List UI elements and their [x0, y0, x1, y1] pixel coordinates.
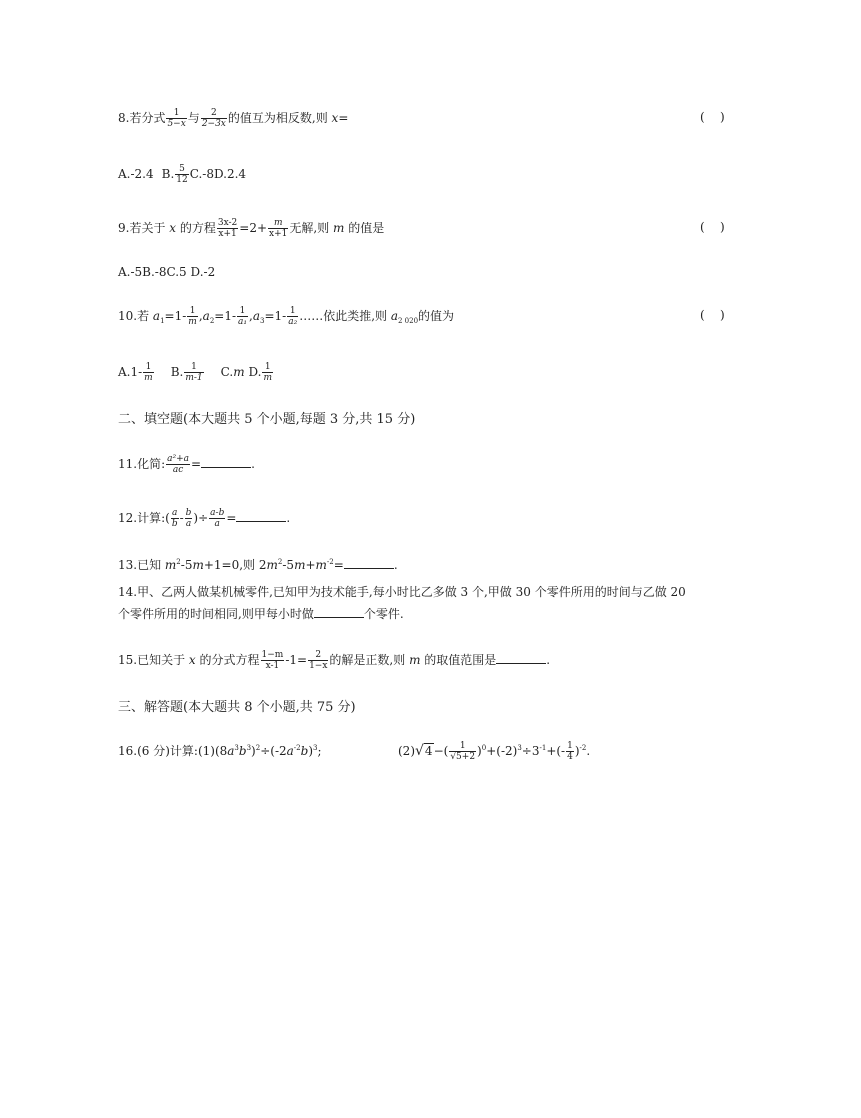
q12-f1-num: a [172, 508, 178, 518]
q8-opt-b-num: 5 [175, 164, 188, 175]
q10-a2-den: a₁ [238, 317, 248, 327]
q15-f1-num: 1−m [261, 650, 284, 660]
q16-b-sup: 3 [246, 744, 252, 752]
q9-suffix: 无解,则 [289, 221, 334, 235]
q10-a3-den: a₂ [288, 317, 298, 327]
q16-fraction-2 [566, 741, 574, 762]
q9-op: =2+ [239, 221, 268, 235]
q8-f2-num: 2 [201, 108, 227, 119]
q16-f-num: 1 [449, 741, 476, 752]
q10-opt-b-den: m-1 [185, 373, 203, 383]
q9-fraction-2 [268, 218, 288, 239]
q15-f1-den: x-1 [265, 661, 280, 671]
q15-fraction-1 [261, 650, 285, 671]
q14-answer-blank[interactable] [314, 606, 364, 618]
q10-target-sub: 2 020 [398, 317, 419, 325]
q10-prefix: 10.若 [118, 309, 153, 323]
q13-m2: m [192, 558, 204, 572]
q10-opt-a-den: m [144, 373, 153, 383]
q12-fraction-3 [209, 508, 225, 529]
q10-opt-d-num: 1 [262, 362, 273, 373]
q9-m: m [333, 221, 345, 235]
q10-a3-fraction [287, 306, 298, 327]
q10-sep2: , [249, 309, 253, 323]
q10-option-c-m: m [233, 365, 245, 379]
q10-option-d: D. [244, 365, 262, 379]
q10-option-b: B. [170, 365, 184, 379]
section-2-heading: 二、填空题(本大题共 5 个小题,每题 3 分,共 15 分) [118, 412, 416, 427]
q10-option-d-fraction [262, 362, 273, 383]
q14-line2-a: 个零件所用的时间相同,则甲每小时做 [118, 607, 314, 621]
q13-m5: m [315, 558, 327, 572]
section-3-heading: 三、解答题(本大题共 8 个小题,共 75 分) [118, 700, 356, 715]
q12-f3-num: a-b [210, 508, 225, 518]
question-8 [118, 108, 348, 129]
question-9 [118, 218, 384, 239]
q15-f2-den: 1−x [309, 661, 328, 671]
q10-a3: a [252, 309, 260, 323]
q9-answer-paren: ( ) [700, 220, 725, 234]
q13-mid: -5 [180, 558, 193, 572]
q16-pow4: 3 [517, 744, 522, 752]
q12-end: . [286, 511, 291, 525]
q16-close3: ) [477, 744, 482, 758]
q12-f3-den: a [214, 519, 220, 529]
q8-f1-den: 5−x [167, 119, 186, 129]
q9-f2-den: x+1 [269, 229, 288, 239]
q8-option-cd: C.-8D.2.4 [189, 167, 247, 181]
q8-fraction-2 [201, 108, 227, 129]
q15-op: -1= [285, 653, 308, 667]
question-10 [118, 306, 454, 329]
q16-plus2: +(- [546, 744, 566, 758]
q10-target: a [390, 309, 398, 323]
q15-end: . [546, 653, 551, 667]
q14-line2-b: 个零件. [363, 607, 404, 621]
q16-pow5: -1 [539, 744, 547, 752]
q9-f1-den: x+1 [218, 229, 237, 239]
q8-opt-b-den: 12 [176, 175, 188, 185]
q15-fraction-2 [308, 650, 328, 671]
q16-pow2: 3 [313, 744, 318, 752]
q10-a2: a [202, 309, 210, 323]
q16-a-sup: 3 [234, 744, 239, 752]
question-14-line-2 [118, 606, 404, 622]
q16-close4: ) [574, 744, 580, 758]
q10-option-b-fraction [184, 362, 203, 383]
q16-radicand: 4 [424, 744, 433, 758]
q12-f2-den: a [185, 519, 192, 529]
q10-a3-sub: 3 [260, 317, 265, 325]
q8-fraction-1 [166, 108, 186, 129]
q8-option-b-fraction [175, 164, 188, 185]
q11-fraction [166, 454, 190, 475]
q10-suffix2: 的值为 [418, 309, 455, 323]
q8-f2-den: 2−3x [201, 119, 226, 129]
q12-div: ÷ [198, 511, 209, 525]
q8-mid: 与 [187, 111, 200, 125]
q16-f2-num: 1 [567, 741, 573, 751]
q15-suffix2: 的取值范围是 [420, 653, 497, 667]
q10-a2-fraction [237, 306, 248, 327]
q10-a1-den: m [188, 317, 197, 327]
q11-end: . [251, 457, 255, 471]
q16-f2-den: 4 [567, 752, 573, 762]
q15-f2-num: 2 [308, 650, 328, 661]
q16-plus: +(-2) [486, 744, 518, 758]
q13-answer-blank[interactable] [344, 557, 394, 569]
q13-end: . [393, 558, 398, 572]
q16-pow6: -2 [579, 744, 587, 752]
q9-var: x [169, 221, 177, 235]
q10-option-a: A.1- [118, 365, 143, 379]
q9-options: A.-5B.-8C.5 D.-2 [118, 265, 216, 279]
q13-m1: m [164, 558, 177, 572]
q10-a3-eq: =1- [264, 309, 287, 323]
q16-p2-prefix: (2) [398, 744, 415, 758]
q9-mid: 的方程 [176, 221, 216, 235]
q16-fraction-1 [449, 741, 476, 762]
q10-a1-num: 1 [187, 306, 198, 317]
q12-prefix: 12.计算:( [118, 511, 170, 525]
q13-eq: = [333, 558, 344, 572]
q8-answer-paren: ( ) [700, 110, 725, 124]
q8-option-a: A.-2.4 [118, 167, 154, 181]
q16-a: a [227, 744, 235, 758]
q12-eq: = [226, 511, 237, 525]
q10-a2-eq: =1- [214, 309, 237, 323]
q10-opt-d-den: m [263, 373, 273, 383]
question-14-line-1: 14.甲、乙两人做某机械零件,已知甲为技术能手,每小时比乙多做 3 个,甲做 30 个零件所用的时间与乙做 20 [118, 585, 686, 599]
q10-a1: a [152, 309, 161, 323]
q11-answer-blank[interactable] [201, 456, 251, 468]
q9-f1-num: 3x-2 [217, 218, 238, 228]
q15-var: x [188, 653, 196, 667]
q10-opt-b-num: 1 [184, 362, 203, 373]
q10-a1-eq: =1- [164, 309, 187, 323]
q16-close2: ) [308, 744, 313, 758]
q13-sup3: 2 [277, 558, 283, 566]
q8-prefix: 8.若分式 [118, 111, 166, 125]
q11-eq: = [191, 457, 202, 471]
q12-close: ) [193, 511, 199, 525]
q12-minus: - [179, 511, 184, 525]
q13-plus: + [305, 558, 316, 572]
q16-f-den: √5+2 [450, 752, 476, 762]
q16-end: ; [317, 744, 322, 758]
q13-m4: m [294, 558, 306, 572]
q16-minus: −( [433, 744, 449, 758]
q8-suffix: 的值互为相反数,则 [227, 111, 332, 125]
q16-a2: a [286, 744, 294, 758]
q10-a1-fraction [187, 306, 198, 327]
q16-prefix: 16.(6 分)计算:(1)(8 [118, 744, 228, 758]
q10-opt-a-num: 1 [143, 362, 154, 373]
question-13 [118, 554, 398, 573]
q12-f1-den: b [171, 519, 178, 529]
q9-prefix: 9.若关于 [118, 221, 170, 235]
q13-m3: m [266, 558, 278, 572]
q10-option-a-fraction [143, 362, 154, 383]
q11-den: ac [172, 465, 184, 475]
q16-close: ) [251, 744, 256, 758]
q16-end2: . [586, 744, 591, 758]
q15-m: m [409, 653, 421, 667]
q9-f2-num: m [268, 218, 288, 229]
q8-eq: = [338, 111, 349, 125]
q12-f2-num: b [185, 508, 192, 518]
q10-options [118, 362, 274, 383]
question-15 [118, 650, 550, 671]
q15-suffix: 的解是正数,则 [329, 653, 410, 667]
q12-fraction-1 [171, 508, 179, 529]
q10-answer-paren: ( ) [700, 308, 725, 322]
q8-var: x [331, 111, 339, 125]
question-12 [118, 508, 290, 529]
q15-answer-blank[interactable] [496, 652, 546, 664]
q11-num: a²+a [167, 454, 190, 464]
q16-b2: b [300, 744, 309, 758]
q13-mid2: +1=0,则 2 [203, 558, 267, 572]
q13-prefix: 13.已知 [118, 558, 165, 572]
q13-sup5: -2 [326, 558, 334, 566]
q13-mid3: -5 [282, 558, 295, 572]
q15-mid: 的分式方程 [195, 653, 260, 667]
q16-b: b [238, 744, 247, 758]
q13-sup1: 2 [176, 558, 181, 566]
sqrt-icon: √ [415, 743, 424, 759]
q16-a2-sup: -2 [293, 744, 301, 752]
q8-options [118, 164, 246, 185]
q10-a3-num: 1 [287, 306, 298, 317]
question-16-part-2 [398, 740, 590, 762]
q12-answer-blank[interactable] [236, 510, 286, 522]
q10-a2-num: 1 [237, 306, 248, 317]
q16-div2: ÷3 [521, 744, 540, 758]
q10-a2-sub: 2 [209, 317, 215, 325]
q12-fraction-2 [185, 508, 193, 529]
q16-div: ÷(-2 [260, 744, 287, 758]
q10-a1-sub: 1 [160, 317, 165, 325]
q10-suffix: ……依此类推,则 [299, 309, 391, 323]
q10-sep1: , [198, 309, 203, 323]
q10-option-c: C. [220, 365, 234, 379]
q9-suffix2: 的值是 [344, 221, 385, 235]
q16-pow3: 0 [481, 744, 487, 752]
q8-option-b-label: B. [161, 167, 175, 181]
q11-prefix: 11.化简: [118, 457, 166, 471]
question-11 [118, 454, 255, 475]
q16-pow: 2 [255, 744, 261, 752]
q15-prefix: 15.已知关于 [118, 653, 189, 667]
question-16 [118, 740, 322, 759]
q8-f1-num: 1 [166, 108, 186, 119]
q9-fraction-1 [217, 218, 238, 239]
